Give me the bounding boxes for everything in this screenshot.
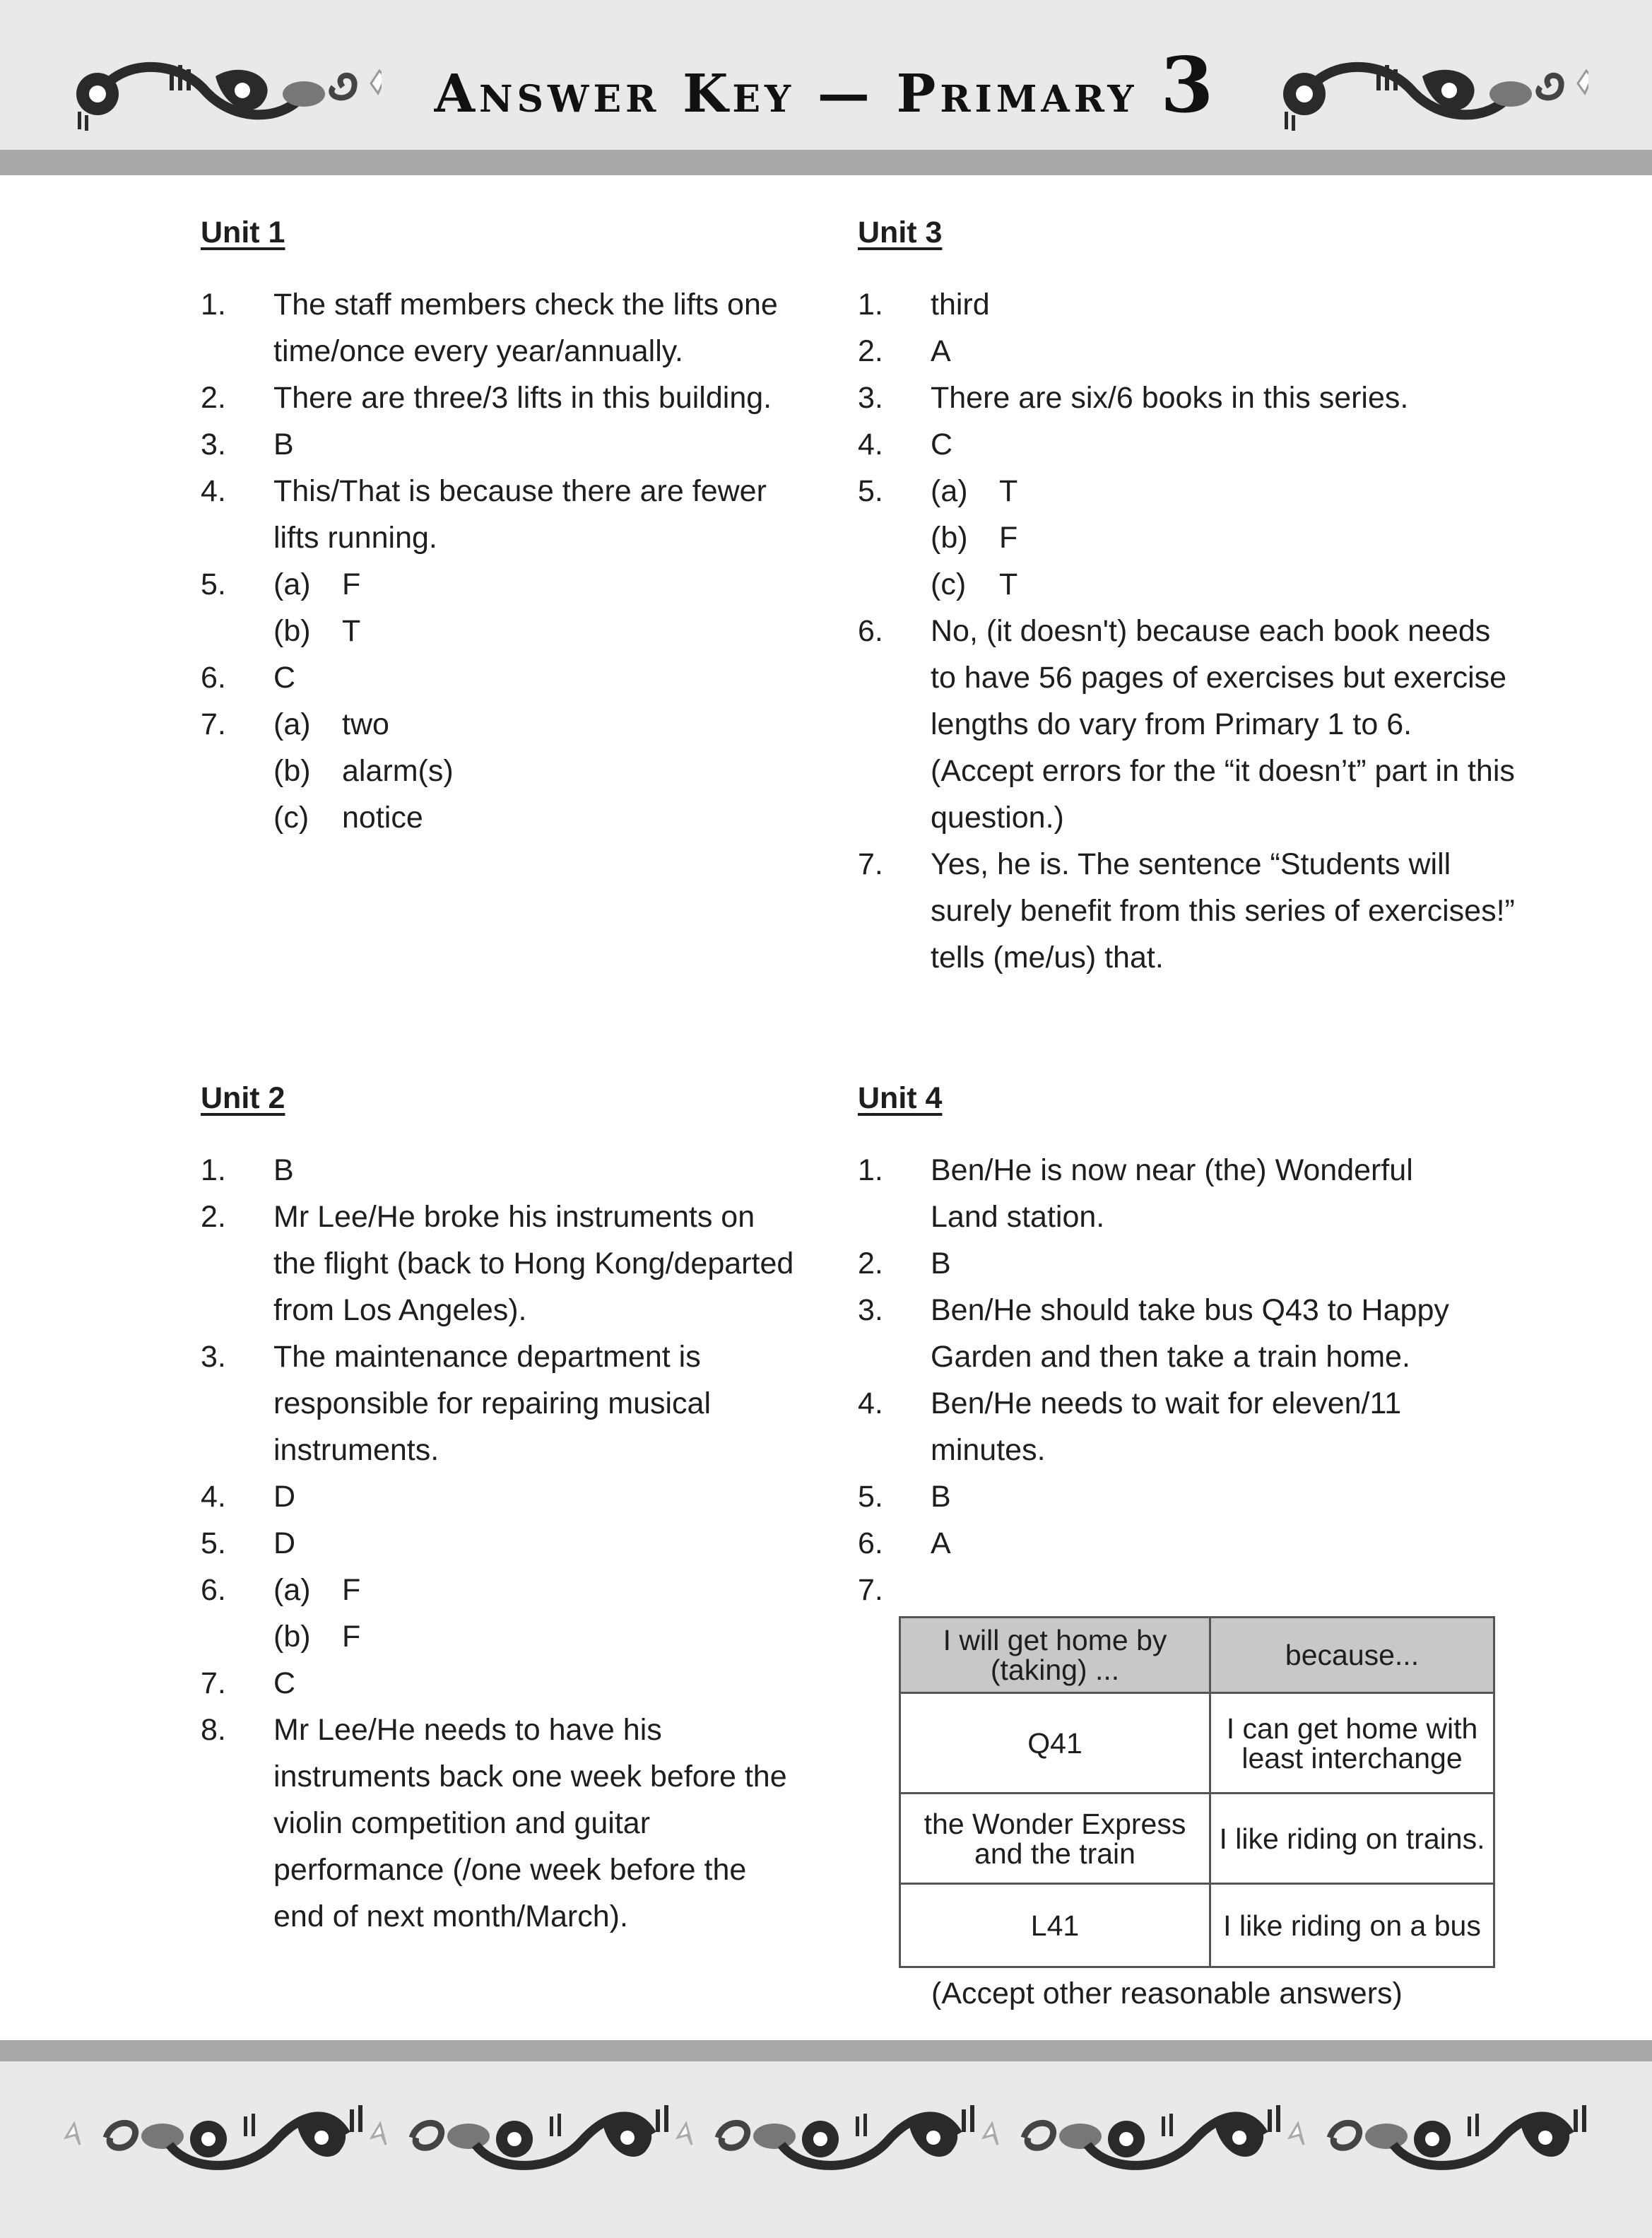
answer-list (201, 1147, 798, 1940)
unit-1 (201, 209, 808, 841)
answer-table (899, 1616, 1495, 1968)
answer-item: 6. No, (it doesn't) because each book needs to have 56 pages of exercises but exercise lengths do vary from Primary 1 to 6. (Accept errors for the “it doesn’t” part in this question.) (858, 608, 1524, 841)
sub-answer: (a) T (931, 474, 1018, 508)
answer-list (201, 281, 808, 841)
page-title: Answer Key — Primary 3 (434, 41, 1218, 130)
table-row (900, 1693, 1494, 1794)
answer-list (858, 281, 1515, 981)
answer-item: 3. B (201, 428, 294, 461)
answer-note: (Accept errors for the “it doesn’t” part in this question.) (931, 754, 1515, 835)
answer-item: 6. C (201, 661, 296, 695)
answer-item: 6. A (858, 1526, 951, 1560)
sub-answer: (b) T (273, 614, 361, 648)
answer-item: 2. Mr Lee/He broke his instruments on the flight (back to Hong Kong/departed from Los Angeles). (201, 1200, 794, 1327)
answer-item: 1. third (858, 288, 990, 322)
footer-divider (0, 2040, 1652, 2061)
answer-item: 2. There are three/3 lifts in this building. (201, 381, 772, 415)
accept-note: (Accept other reasonable answers) (931, 1977, 1403, 2010)
table-cell: I like riding on a bus (1210, 1884, 1494, 1967)
answer-item: 7. Yes, he is. The sentence “Students will surely benefit from this series of exercises!” tells (me/us) that. (858, 847, 1515, 974)
answer-item: 4. Ben/He needs to wait for eleven/11 minutes. (858, 1386, 1402, 1467)
grade-number: 3 (1160, 41, 1218, 130)
table-header: I will get home by (taking) ... (900, 1618, 1210, 1693)
answer-item: 4. D (201, 1480, 296, 1514)
table-row (900, 1884, 1494, 1967)
answer-item: 1. B (201, 1153, 294, 1187)
answer-item: 5. (a) T (b) F (c) T (858, 468, 1458, 608)
answer-item: 7. C (201, 1666, 296, 1700)
answer-item: 8. Mr Lee/He needs to have his instruments back one week before the violin competition and guitar performance (/one week before the end of next month/March). (201, 1713, 787, 1933)
sub-answer: (c) notice (273, 801, 423, 835)
answer-item: 3. There are six/6 books in this series. (858, 381, 1409, 415)
page-footer (0, 2061, 1652, 2238)
answer-item: 6. (a) F (b) F (201, 1567, 798, 1660)
answer-item: 3. Ben/He should take bus Q43 to Happy Garden and then take a train home. (858, 1293, 1449, 1374)
table-cell: Q41 (900, 1693, 1210, 1794)
table-cell: I like riding on trains. (1210, 1794, 1494, 1884)
table-header: because... (1210, 1618, 1494, 1693)
unit-title: Unit 1 (201, 216, 285, 249)
sub-answer: (a) two (273, 707, 389, 741)
answer-item: 5. (a) F (b) T (201, 561, 808, 654)
sub-answer: (a) F (273, 1573, 361, 1607)
unit-title: Unit 4 (858, 1081, 943, 1115)
unit-title: Unit 2 (201, 1081, 285, 1115)
answer-item: 5. B (858, 1480, 951, 1514)
unit-3 (858, 209, 1515, 981)
answer-item: 2. A (858, 334, 951, 368)
sub-answer: (a) F (273, 567, 361, 601)
answer-item: 5. D (201, 1526, 296, 1560)
sub-answer: (b) F (273, 1620, 361, 1654)
answer-item: 7. (a) two (b) alarm(s) (c) notice (201, 701, 808, 841)
answer-item: 2. B (858, 1247, 951, 1280)
answer-item: 1. The staff members check the lifts one time/once every year/annually. (201, 288, 778, 368)
table-cell: L41 (900, 1884, 1210, 1967)
page-header (0, 0, 1652, 150)
unit-4 (858, 1075, 1480, 1613)
answer-list (858, 1147, 1480, 1613)
sub-answer: (c) T (931, 567, 1018, 601)
unit-title: Unit 3 (858, 216, 943, 249)
sub-answer: (b) alarm(s) (273, 754, 454, 788)
table-row (900, 1794, 1494, 1884)
answer-item: 4. This/That is because there are fewer lifts running. (201, 474, 767, 555)
unit-2 (201, 1075, 798, 1940)
answer-item: 4. C (858, 428, 953, 461)
table-header-row (900, 1618, 1494, 1693)
header-divider (0, 150, 1652, 175)
answer-item: 7. (858, 1573, 883, 1607)
table-cell: I can get home with least interchange (1210, 1693, 1494, 1794)
right-ornament-icon (1278, 55, 1588, 133)
answer-item: 1. Ben/He is now near (the) Wonderful Land station. (858, 1153, 1413, 1234)
sub-answer: (b) F (931, 521, 1018, 555)
answer-item: 3. The maintenance department is responsible for repairing musical instruments. (201, 1340, 712, 1467)
footer-ornament-icon (64, 2095, 1597, 2180)
table-cell: the Wonder Express and the train (900, 1794, 1210, 1884)
